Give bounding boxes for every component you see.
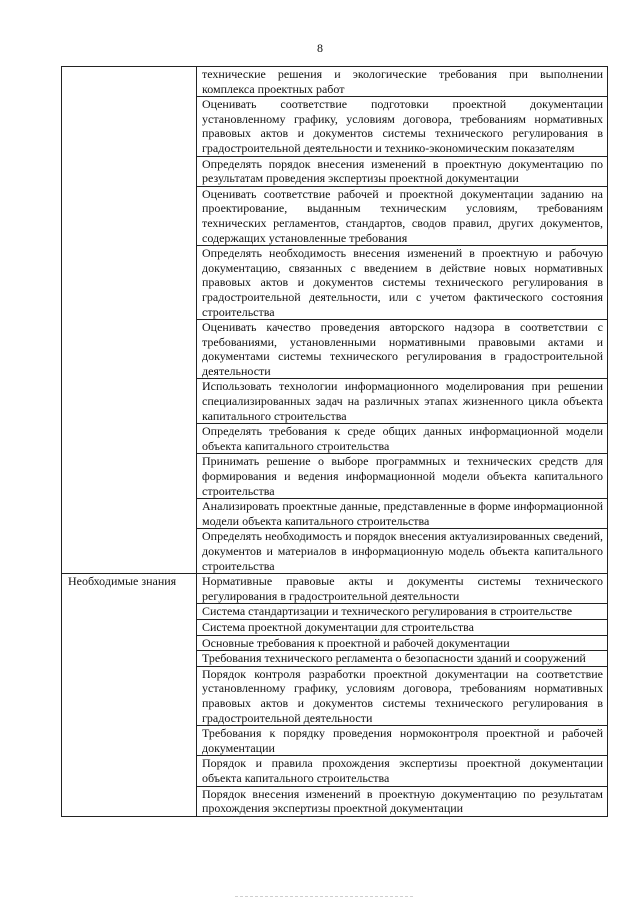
table-row: [62, 67, 608, 97]
page-number: 8: [317, 41, 323, 55]
table-cell: Принимать решение о выборе программных и технических средств для формирования и ведения информационной модели объекта капитального строительства: [197, 454, 608, 499]
table-cell: Анализировать проектные данные, представленные в форме информационной модели объекта капитального строительства: [197, 499, 608, 529]
table-cell: Система стандартизации и технического регулирования в строительстве: [197, 604, 608, 620]
table-cell: Основные требования к проектной и рабочей документации: [197, 635, 608, 651]
section-label-cell: [62, 67, 197, 574]
table-row: [62, 574, 608, 604]
table-cell: Требования технического регламента о безопасности зданий и сооружений: [197, 651, 608, 667]
table-cell: Система проектной документации для строительства: [197, 619, 608, 635]
table-cell: Определять необходимость внесения изменений в проектную и рабочую документацию, связанных с введением в действие новых нормативных правовых актов и документов системы технического регулирования в градостроительной деятельности, или с учетом фактического состояния строительства: [197, 246, 608, 320]
table-body: [62, 67, 608, 817]
section-label-cell: Необходимые знания: [62, 574, 197, 817]
table-cell: Порядок внесения изменений в проектную документацию по результатам прохождения экспертизы проектной документации: [197, 786, 608, 816]
table-cell: технические решения и экологические требования при выполнении комплекса проектных работ: [197, 67, 608, 97]
table-cell: Использовать технологии информационного моделирования при решении специализированных задач на различных этапах жизненного цикла объекта капитального строительства: [197, 379, 608, 424]
table-cell: Определять требования к среде общих данных информационной модели объекта капитального строительства: [197, 424, 608, 454]
table-cell: Определять порядок внесения изменений в проектную документацию по результатам проведения экспертизы проектной документации: [197, 156, 608, 186]
table-cell: Оценивать соответствие подготовки проектной документации установленному графику, условиям договора, требованиям нормативных правовых актов и документов системы технического регулирования в градостроительной деятельности и технико-экономическим показателям: [197, 97, 608, 156]
competency-table: [61, 66, 608, 817]
table-cell: Нормативные правовые акты и документы системы технического регулирования в градостроительной деятельности: [197, 574, 608, 604]
table-cell: Требования к порядку проведения нормоконтроля проектной и рабочей документации: [197, 726, 608, 756]
scan-artifact-rule: [235, 896, 415, 897]
table-cell: Определять необходимость и порядок внесения актуализированных сведений, документов и материалов в информационную модель объекта капитального строительства: [197, 529, 608, 574]
table-cell: Оценивать соответствие рабочей и проектной документации заданию на проектирование, выданным техническим условиям, требованиям технических регламентов, стандартов, сводов правил, других документов, содержащих установленные требования: [197, 186, 608, 245]
table-cell: Порядок контроля разработки проектной документации на соответствие установленному графику, условиям договора, требованиям нормативных правовых актов и документов системы технического регулирования в градостроительной деятельности: [197, 666, 608, 725]
table-cell: Оценивать качество проведения авторского надзора в соответствии с требованиями, установленными нормативными правовыми актами и документами системы технического регулирования в градостроительной деятельности: [197, 320, 608, 379]
table-cell: Порядок и правила прохождения экспертизы проектной документации объекта капитального строительства: [197, 756, 608, 786]
